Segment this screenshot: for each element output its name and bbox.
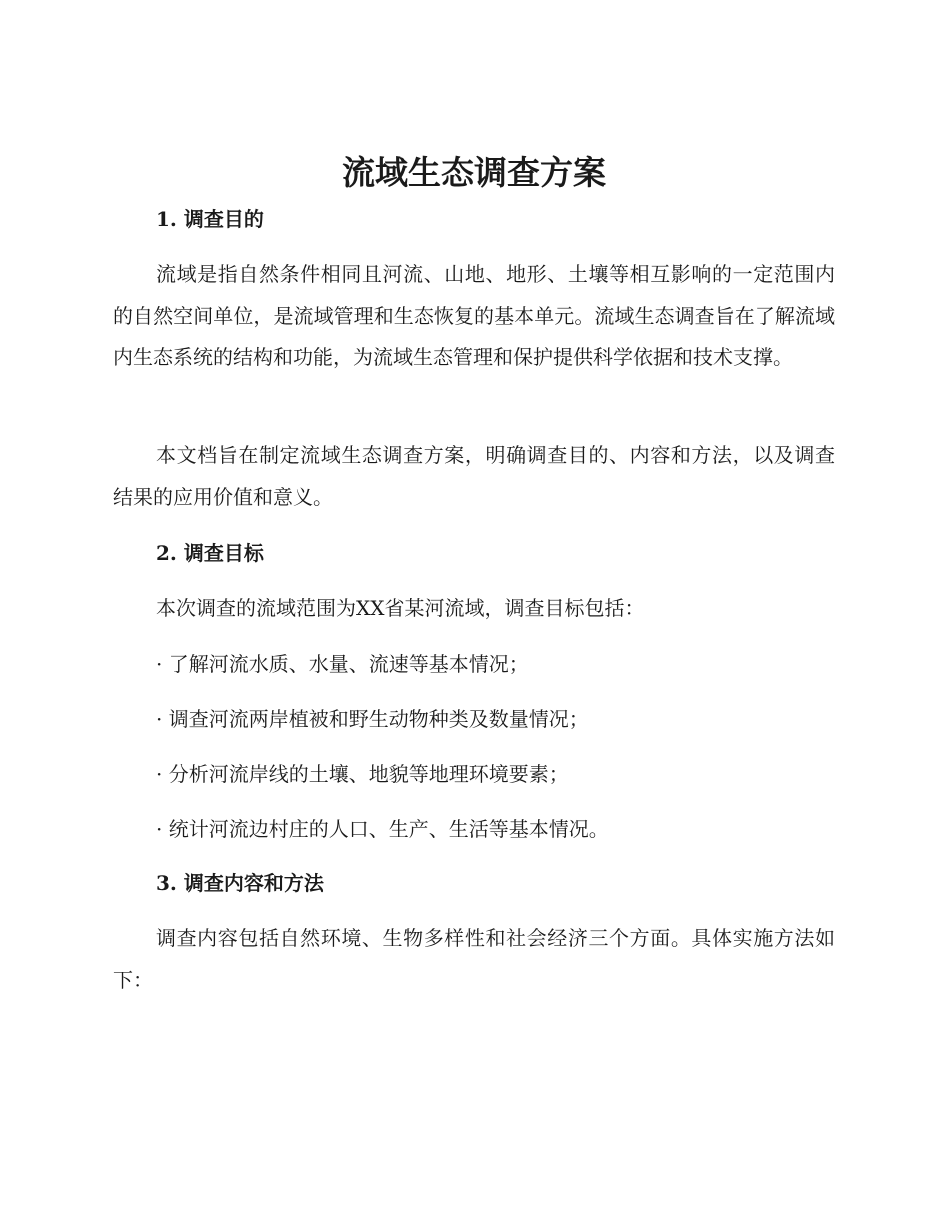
- document-page: [113, 0, 835, 1230]
- document-title: 流域生态调查方案: [342, 153, 606, 192]
- goal-item-2: · 调查河流两岸植被和野生动物种类及数量情况；: [156, 707, 589, 731]
- paragraph-purpose-1: 流域是指自然条件相同且河流、山地、地形、土壤等相互影响的一定范围内的自然空间单位，是流域管理和生态恢复的基本单元。流域生态调查旨在了解流域内生态系统的结构和功能，为流域生态管理和保护提供科学依据和技术支撑。: [113, 262, 835, 369]
- goal-item-3: · 分析河流岸线的土壤、地貌等地理环境要素；: [156, 762, 569, 786]
- goals-intro: 本次调查的流域范围为XX省某河流域，调查目标包括：: [156, 596, 645, 620]
- goal-item-1: · 了解河流水质、水量、流速等基本情况；: [156, 652, 529, 676]
- paragraph-purpose-2: 本文档旨在制定流域生态调查方案，明确调查目的、内容和方法，以及调查结果的应用价值和意义。: [113, 443, 835, 509]
- paragraph-methods-1: 调查内容包括自然环境、生物多样性和社会经济三个方面。具体实施方法如下：: [113, 926, 835, 992]
- section-heading-purpose: 1. 调查目的: [156, 207, 264, 231]
- section-heading-goals: 2. 调查目标: [156, 541, 264, 565]
- section-heading-methods: 3. 调查内容和方法: [156, 871, 324, 895]
- goal-item-4: · 统计河流边村庄的人口、生产、生活等基本情况。: [156, 817, 609, 841]
